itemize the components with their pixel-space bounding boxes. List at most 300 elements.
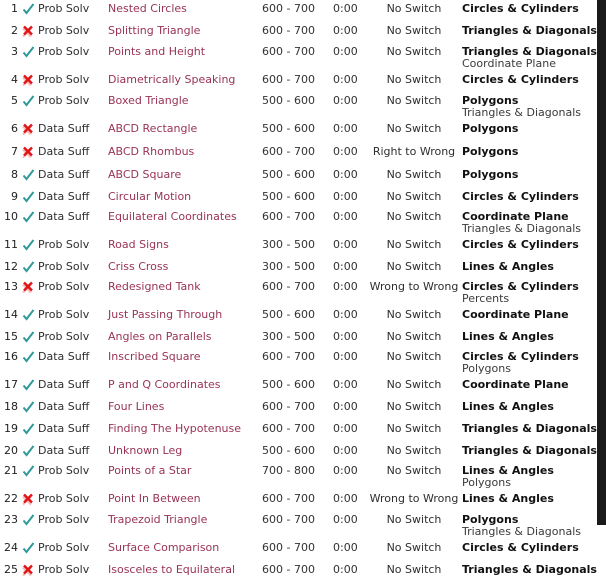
result-cell [18, 328, 38, 350]
categories-cell [462, 539, 597, 561]
result-cell [18, 442, 38, 464]
categories-cell [462, 45, 597, 71]
question-number: 4 [11, 73, 18, 86]
table-row [0, 143, 597, 166]
difficulty-range: 600 - 700 [262, 422, 315, 435]
question-number: 14 [4, 308, 18, 321]
table-row [0, 258, 597, 280]
question-number: 9 [11, 190, 18, 203]
difficulty-range: 600 - 700 [262, 45, 315, 58]
difficulty-range: 600 - 700 [262, 513, 315, 526]
answer-switch-status: Right to Wrong [372, 145, 456, 158]
time-spent: 0:00 [333, 308, 358, 321]
result-cell [18, 490, 38, 513]
categories-cell [462, 350, 597, 376]
question-name-cell [108, 350, 262, 376]
category-primary: Polygons [462, 168, 519, 181]
table-row [0, 22, 597, 45]
x-icon [22, 281, 34, 297]
x-icon [22, 493, 34, 509]
question-link[interactable]: Finding The Hypotenuse [108, 422, 242, 435]
category-primary: Coordinate Plane [462, 308, 569, 321]
difficulty-range: 500 - 600 [262, 168, 315, 181]
result-cell [18, 350, 38, 376]
time-spent: 0:00 [333, 94, 358, 107]
check-icon [22, 239, 35, 254]
question-type: Prob Solv [38, 73, 90, 86]
category-primary: Circles & Cylinders [462, 280, 579, 293]
difficulty-range: 500 - 600 [262, 308, 315, 321]
question-type: Prob Solv [38, 260, 90, 273]
categories-cell [462, 166, 597, 188]
category-primary: Lines & Angles [462, 464, 554, 477]
result-cell [18, 306, 38, 328]
category-primary: Lines & Angles [462, 400, 554, 413]
category-primary: Circles & Cylinders [462, 238, 579, 251]
question-name-cell [108, 210, 262, 236]
categories-cell [462, 280, 597, 306]
result-cell [18, 166, 38, 188]
question-name-cell [108, 328, 262, 350]
table-row [0, 94, 597, 120]
answer-switch-status: No Switch [386, 563, 442, 576]
question-type: Prob Solv [38, 280, 90, 293]
question-type: Data Suff [38, 210, 90, 223]
answer-switch-status: No Switch [386, 238, 442, 251]
question-link[interactable]: Nested Circles [108, 2, 187, 15]
time-spent: 0:00 [333, 444, 358, 457]
table-row [0, 376, 597, 398]
check-icon [22, 191, 35, 206]
category-secondary: Coordinate Plane [462, 57, 556, 70]
question-type: Data Suff [38, 350, 90, 363]
time-spent: 0:00 [333, 541, 358, 554]
x-icon [22, 25, 34, 41]
answer-switch-status: No Switch [386, 308, 442, 321]
question-number: 25 [4, 563, 18, 576]
x-icon [22, 123, 34, 139]
check-icon [22, 542, 35, 557]
category-primary: Polygons [462, 145, 519, 158]
table-row [0, 306, 597, 328]
answer-switch-status: No Switch [386, 122, 442, 135]
question-number: 7 [11, 145, 18, 158]
check-icon [22, 331, 35, 346]
question-link[interactable]: Criss Cross [108, 260, 169, 273]
question-type: Prob Solv [38, 24, 90, 37]
result-cell [18, 188, 38, 210]
difficulty-range: 600 - 700 [262, 400, 315, 413]
question-number: 22 [4, 492, 18, 505]
difficulty-range: 600 - 700 [262, 2, 315, 15]
question-link[interactable]: Points and Height [108, 45, 206, 58]
categories-cell [462, 328, 597, 350]
table-row [0, 513, 597, 539]
table-row [0, 442, 597, 464]
category-primary: Triangles & Diagonals [462, 444, 597, 457]
result-cell [18, 376, 38, 398]
answer-switch-status: Wrong to Wrong [369, 280, 459, 293]
answer-switch-status: No Switch [386, 400, 442, 413]
difficulty-range: 600 - 700 [262, 145, 315, 158]
question-name-cell [108, 306, 262, 328]
difficulty-range: 300 - 500 [262, 238, 315, 251]
question-type: Prob Solv [38, 94, 90, 107]
question-link[interactable]: Trapezoid Triangle [108, 513, 208, 526]
question-number: 21 [4, 464, 18, 477]
answer-switch-status: Wrong to Wrong [369, 492, 459, 505]
time-spent: 0:00 [333, 45, 358, 58]
difficulty-range: 600 - 700 [262, 563, 315, 576]
question-link[interactable]: Inscribed Square [108, 350, 201, 363]
question-type: Prob Solv [38, 330, 90, 343]
question-name-cell [108, 280, 262, 306]
question-number: 1 [11, 2, 18, 15]
check-icon [22, 514, 35, 529]
question-number: 15 [4, 330, 18, 343]
question-number: 11 [4, 238, 18, 251]
difficulty-range: 500 - 600 [262, 444, 315, 457]
question-number: 16 [4, 350, 18, 363]
categories-cell [462, 561, 597, 584]
category-primary: Polygons [462, 94, 519, 107]
categories-cell [462, 0, 597, 22]
result-cell [18, 513, 38, 539]
question-type: Prob Solv [38, 563, 90, 576]
answer-switch-status: No Switch [386, 464, 442, 477]
question-name-cell [108, 166, 262, 188]
question-number: 8 [11, 168, 18, 181]
table-row [0, 561, 597, 584]
answer-switch-status: No Switch [386, 73, 442, 86]
question-type: Prob Solv [38, 2, 90, 15]
difficulty-range: 600 - 700 [262, 350, 315, 363]
question-name-cell [108, 420, 262, 442]
table-row [0, 464, 597, 490]
table-row [0, 166, 597, 188]
check-icon [22, 3, 35, 18]
table-row [0, 71, 597, 94]
check-icon [22, 261, 35, 276]
answer-switch-status: No Switch [386, 350, 442, 363]
check-icon [22, 465, 35, 480]
answer-switch-status: No Switch [386, 190, 442, 203]
x-icon [22, 146, 34, 162]
question-type: Prob Solv [38, 308, 90, 321]
time-spent: 0:00 [333, 73, 358, 86]
table-row [0, 420, 597, 442]
category-primary: Lines & Angles [462, 492, 554, 505]
check-icon [22, 309, 35, 324]
question-link[interactable]: Equilateral Coordinates [108, 210, 237, 223]
question-type: Data Suff [38, 190, 90, 203]
categories-cell [462, 120, 597, 143]
result-cell [18, 280, 38, 306]
question-name-cell [108, 94, 262, 120]
question-name-cell [108, 71, 262, 94]
question-link[interactable]: Surface Comparison [108, 541, 220, 554]
question-name-cell [108, 561, 262, 584]
table-row [0, 280, 597, 306]
question-name-cell [108, 539, 262, 561]
answer-switch-status: No Switch [386, 94, 442, 107]
time-spent: 0:00 [333, 422, 358, 435]
category-secondary: Polygons [462, 362, 511, 375]
time-spent: 0:00 [333, 464, 358, 477]
check-icon [22, 423, 35, 438]
x-icon [22, 564, 34, 580]
time-spent: 0:00 [333, 24, 358, 37]
result-cell [18, 22, 38, 45]
question-link[interactable]: ABCD Square [108, 168, 182, 181]
answer-switch-status: No Switch [386, 378, 442, 391]
question-type: Prob Solv [38, 464, 90, 477]
table-row [0, 120, 597, 143]
time-spent: 0:00 [333, 260, 358, 273]
answer-switch-status: No Switch [386, 2, 442, 15]
question-link[interactable]: P and Q Coordinates [108, 378, 221, 391]
question-name-cell [108, 22, 262, 45]
time-spent: 0:00 [333, 168, 358, 181]
result-cell [18, 464, 38, 490]
question-number: 20 [4, 444, 18, 457]
question-type: Prob Solv [38, 513, 90, 526]
question-link[interactable]: Diametrically Speaking [108, 73, 236, 86]
difficulty-range: 600 - 700 [262, 541, 315, 554]
question-number: 23 [4, 513, 18, 526]
categories-cell [462, 420, 597, 442]
result-cell [18, 45, 38, 71]
check-icon [22, 169, 35, 184]
question-number: 5 [11, 94, 18, 107]
categories-cell [462, 442, 597, 464]
table-row [0, 328, 597, 350]
difficulty-range: 700 - 800 [262, 464, 315, 477]
question-number: 19 [4, 422, 18, 435]
question-number: 18 [4, 400, 18, 413]
result-cell [18, 71, 38, 94]
categories-cell [462, 94, 597, 120]
time-spent: 0:00 [333, 238, 358, 251]
question-name-cell [108, 258, 262, 280]
answer-switch-status: No Switch [386, 168, 442, 181]
result-cell [18, 561, 38, 584]
difficulty-range: 300 - 500 [262, 260, 315, 273]
category-primary: Circles & Cylinders [462, 541, 579, 554]
result-cell [18, 398, 38, 420]
table-row [0, 0, 597, 22]
time-spent: 0:00 [333, 210, 358, 223]
result-cell [18, 120, 38, 143]
question-link[interactable]: Unknown Leg [108, 444, 183, 457]
category-primary: Circles & Cylinders [462, 350, 579, 363]
question-type: Prob Solv [38, 541, 90, 554]
difficulty-range: 600 - 700 [262, 280, 315, 293]
answer-switch-status: No Switch [386, 330, 442, 343]
question-name-cell [108, 490, 262, 513]
time-spent: 0:00 [333, 280, 358, 293]
difficulty-range: 600 - 700 [262, 73, 315, 86]
table-row [0, 45, 597, 71]
table-row [0, 188, 597, 210]
answer-switch-status: No Switch [386, 45, 442, 58]
category-primary: Lines & Angles [462, 260, 554, 273]
question-type: Prob Solv [38, 45, 90, 58]
answer-switch-status: No Switch [386, 24, 442, 37]
time-spent: 0:00 [333, 122, 358, 135]
table-row [0, 398, 597, 420]
time-spent: 0:00 [333, 400, 358, 413]
time-spent: 0:00 [333, 2, 358, 15]
categories-cell [462, 188, 597, 210]
question-link[interactable]: Redesigned Tank [108, 280, 201, 293]
result-cell [18, 539, 38, 561]
question-name-cell [108, 120, 262, 143]
category-primary: Polygons [462, 122, 519, 135]
category-primary: Triangles & Diagonals [462, 45, 597, 58]
question-link[interactable]: Just Passing Through [108, 308, 223, 321]
difficulty-range: 300 - 500 [262, 330, 315, 343]
question-name-cell [108, 45, 262, 71]
difficulty-range: 600 - 700 [262, 210, 315, 223]
answer-switch-status: No Switch [386, 422, 442, 435]
dark-right-edge [597, 0, 606, 525]
result-cell [18, 0, 38, 22]
question-link[interactable]: Angles on Parallels [108, 330, 212, 343]
difficulty-range: 500 - 600 [262, 122, 315, 135]
answer-switch-status: No Switch [386, 260, 442, 273]
category-primary: Triangles & Diagonals [462, 422, 597, 435]
category-secondary: Polygons [462, 476, 511, 489]
check-icon [22, 445, 35, 460]
category-secondary: Triangles & Diagonals [462, 222, 581, 235]
check-icon [22, 95, 35, 110]
difficulty-range: 600 - 700 [262, 24, 315, 37]
category-primary: Triangles & Diagonals [462, 563, 597, 576]
category-primary: Coordinate Plane [462, 210, 569, 223]
question-number: 13 [4, 280, 18, 293]
question-number: 3 [11, 45, 18, 58]
category-secondary: Triangles & Diagonals [462, 525, 581, 538]
question-number: 12 [4, 260, 18, 273]
question-number: 2 [11, 24, 18, 37]
result-cell [18, 94, 38, 120]
categories-cell [462, 258, 597, 280]
categories-cell [462, 398, 597, 420]
question-link[interactable]: ABCD Rhombus [108, 145, 195, 158]
result-cell [18, 210, 38, 236]
table-row [0, 350, 597, 376]
question-type: Prob Solv [38, 492, 90, 505]
result-cell [18, 143, 38, 166]
question-type: Data Suff [38, 400, 90, 413]
question-name-cell [108, 442, 262, 464]
difficulty-range: 500 - 600 [262, 94, 315, 107]
question-type: Prob Solv [38, 238, 90, 251]
question-name-cell [108, 143, 262, 166]
category-primary: Coordinate Plane [462, 378, 569, 391]
question-link[interactable]: ABCD Rectangle [108, 122, 198, 135]
question-link[interactable]: Point In Between [108, 492, 201, 505]
question-number: 6 [11, 122, 18, 135]
question-link[interactable]: Isosceles to Equilateral [108, 563, 235, 576]
categories-cell [462, 376, 597, 398]
check-icon [22, 351, 35, 366]
category-primary: Triangles & Diagonals [462, 24, 597, 37]
answer-switch-status: No Switch [386, 541, 442, 554]
time-spent: 0:00 [333, 492, 358, 505]
category-primary: Polygons [462, 513, 519, 526]
result-cell [18, 236, 38, 258]
categories-cell [462, 71, 597, 94]
question-number: 17 [4, 378, 18, 391]
time-spent: 0:00 [333, 145, 358, 158]
time-spent: 0:00 [333, 513, 358, 526]
category-secondary: Percents [462, 292, 510, 305]
table-row [0, 490, 597, 513]
question-type: Data Suff [38, 444, 90, 457]
check-icon [22, 211, 35, 226]
question-type: Data Suff [38, 422, 90, 435]
time-spent: 0:00 [333, 563, 358, 576]
question-number: 24 [4, 541, 18, 554]
categories-cell [462, 490, 597, 513]
question-link[interactable]: Points of a Star [108, 464, 192, 477]
categories-cell [462, 143, 597, 166]
question-link[interactable]: Splitting Triangle [108, 24, 201, 37]
categories-cell [462, 22, 597, 45]
question-link[interactable]: Circular Motion [108, 190, 192, 203]
question-type: Data Suff [38, 378, 90, 391]
question-link[interactable]: Road Signs [108, 238, 169, 251]
categories-cell [462, 236, 597, 258]
question-link[interactable]: Four Lines [108, 400, 165, 413]
check-icon [22, 46, 35, 61]
result-cell [18, 258, 38, 280]
difficulty-range: 600 - 700 [262, 492, 315, 505]
categories-cell [462, 513, 597, 539]
time-spent: 0:00 [333, 190, 358, 203]
category-primary: Circles & Cylinders [462, 2, 579, 15]
question-name-cell [108, 464, 262, 490]
category-secondary: Triangles & Diagonals [462, 106, 581, 119]
question-name-cell [108, 188, 262, 210]
question-name-cell [108, 398, 262, 420]
x-icon [22, 74, 34, 90]
time-spent: 0:00 [333, 330, 358, 343]
table-row [0, 210, 597, 236]
category-primary: Circles & Cylinders [462, 73, 579, 86]
result-cell [18, 420, 38, 442]
answer-switch-status: No Switch [386, 210, 442, 223]
time-spent: 0:00 [333, 350, 358, 363]
answer-switch-status: No Switch [386, 444, 442, 457]
categories-cell [462, 210, 597, 236]
question-name-cell [108, 513, 262, 539]
table-row [0, 539, 597, 561]
time-spent: 0:00 [333, 378, 358, 391]
categories-cell [462, 464, 597, 490]
check-icon [22, 379, 35, 394]
category-primary: Circles & Cylinders [462, 190, 579, 203]
table-row [0, 236, 597, 258]
question-type: Data Suff [38, 168, 90, 181]
question-type: Data Suff [38, 145, 90, 158]
check-icon [22, 401, 35, 416]
question-link[interactable]: Boxed Triangle [108, 94, 189, 107]
question-type: Data Suff [38, 122, 90, 135]
category-primary: Lines & Angles [462, 330, 554, 343]
